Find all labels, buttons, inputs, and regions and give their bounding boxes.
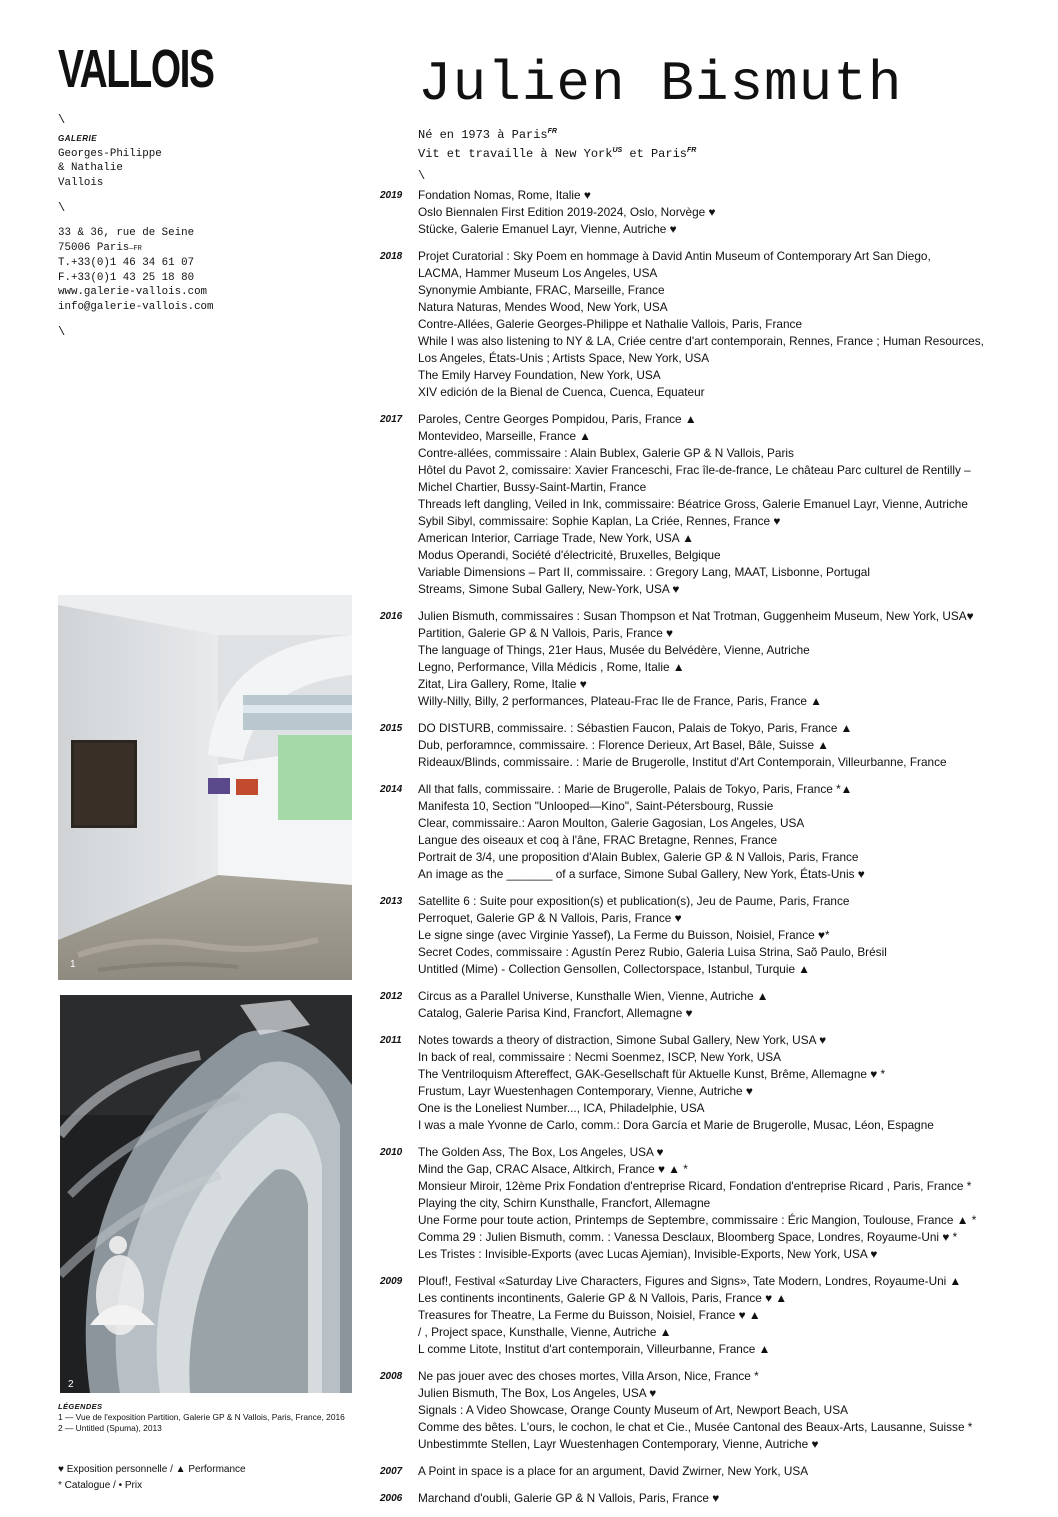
year-block (380, 411, 1050, 598)
year-label: 2016 (380, 611, 403, 622)
entry-list (418, 187, 716, 238)
year-label: 2013 (380, 896, 403, 907)
artwork-photo (60, 995, 352, 1393)
birth-line (418, 124, 696, 143)
exhibition-entry: Legno, Performance, Villa Médicis , Rome, Italie ▲ (418, 660, 685, 674)
entry-list (418, 1144, 976, 1263)
exhibition-entry: Natura Naturas, Mendes Wood, New York, USA (418, 300, 668, 314)
exhibition-entry: Threads left dangling, Veiled in Ink, commissaire: Béatrice Gross, Galerie Emanuel Layr, Vienne, Autriche (418, 497, 968, 511)
entry-list (418, 411, 971, 598)
residence-text: Vit et travaille à New York (418, 147, 613, 161)
exhibition-entry: The Emily Harvey Foundation, New York, USA (418, 368, 661, 382)
exhibition-entry: Frustum, Layr Wuestenhagen Contemporary, Vienne, Autriche ♥ (418, 1084, 753, 1098)
entry-list (418, 608, 974, 710)
owner-line: Georges-Philippe (58, 147, 162, 160)
exhibition-entry: Streams, Simone Subal Gallery, New-York, USA ♥ (418, 582, 680, 596)
exhibition-entry: LACMA, Hammer Museum Los Angeles, USA (418, 266, 658, 280)
year-block (380, 1144, 1050, 1263)
exhibition-entry: Ne pas jouer avec des choses mortes, Villa Arson, Nice, France * (418, 1369, 759, 1383)
exhibition-entry: L comme Litote, Institut d'art contemporain, Villeurbanne, France ▲ (418, 1342, 771, 1356)
exhibition-entry: Secret Codes, commissaire : Agustín Perez Rubio, Galeria Luisa Strina, Saõ Paulo, Brésil (418, 945, 887, 959)
entry-list (418, 1273, 961, 1358)
exhibition-entry: Manifesta 10, Section "Unlooped—Kino", Saint-Pétersbourg, Russie (418, 799, 774, 813)
exhibition-entry: Willy-Nilly, Billy, 2 performances, Plateau-Frac Ile de France, Paris, France ▲ (418, 694, 822, 708)
year-label: 2007 (380, 1466, 403, 1477)
exhibition-entry: Synonymie Ambiante, FRAC, Marseille, France (418, 283, 665, 297)
exhibition-entry: An image as the _______ of a surface, Simone Subal Gallery, New York, États-Unis ♥ (418, 867, 865, 881)
exhibition-view-photo (58, 595, 352, 980)
year-label: 2006 (380, 1493, 403, 1504)
divider-slash: \ (418, 169, 426, 183)
year-block (380, 781, 1050, 883)
exhibition-entry: Dub, perforamnce, commissaire. : Florence Derieux, Art Basel, Bâle, Suisse ▲ (418, 738, 829, 752)
exhibition-entry: Los Angeles, États-Unis ; Artists Space, New York, USA (418, 351, 710, 365)
artist-bio (418, 124, 696, 184)
exhibition-entry: The language of Things, 21er Haus, Musée du Belvédère, Vienne, Autriche (418, 643, 810, 657)
country-sup: FR (686, 147, 697, 154)
figure-number: 2 (68, 1379, 74, 1390)
entry-list (418, 1032, 934, 1134)
exhibition-entry: Zitat, Lira Gallery, Rome, Italie ♥ (418, 677, 587, 691)
year-block (380, 720, 1050, 771)
exhibition-entry: Modus Operandi, Société d'électricité, Bruxelles, Belgique (418, 548, 721, 562)
year-label: 2008 (380, 1371, 403, 1382)
exhibition-entry: Fondation Nomas, Rome, Italie ♥ (418, 188, 591, 202)
exhibition-entry: Une Forme pour toute action, Printemps de Septembre, commissaire : Éric Mangion, Toulouse, France ▲ * (418, 1213, 977, 1227)
gallery-info (58, 112, 288, 340)
country-sup: FR (547, 128, 557, 135)
entry-list (418, 781, 865, 883)
entry-list (418, 893, 887, 978)
year-block (380, 1368, 1050, 1453)
exhibition-entry: Comma 29 : Julien Bismuth, comm. : Vanessa Desclaux, Bloomberg Space, Londres, Royaume-Uni ♥ * (418, 1230, 958, 1244)
exhibition-entry: All that falls, commissaire. : Marie de Brugerolle, Palais de Tokyo, Paris, France *▲ (418, 782, 853, 796)
exhibition-entry: Mind the Gap, CRAC Alsace, Altkirch, France ♥ ▲ * (418, 1162, 688, 1176)
exhibition-entry: Circus as a Parallel Universe, Kunsthalle Wien, Vienne, Autriche ▲ (418, 989, 769, 1003)
exhibition-entry: Oslo Biennalen First Edition 2019-2024, Oslo, Norvège ♥ (418, 205, 716, 219)
exhibition-entry: Michel Chartier, Bussy-Saint-Martin, France (418, 480, 647, 494)
exhibition-entry: Projet Curatorial : Sky Poem en hommage à David Antin Museum of Contemporary Art San Diego, (418, 249, 931, 263)
exhibition-entry: Contre-Allées, Galerie Georges-Philippe et Nathalie Vallois, Paris, France (418, 317, 803, 331)
year-block (380, 248, 1050, 401)
exhibition-entry: Signals : A Video Showcase, Orange County Museum of Art, Newport Beach, USA (418, 1403, 848, 1417)
exhibition-entry: Paroles, Centre Georges Pompidou, Paris, France ▲ (418, 412, 697, 426)
gallery-owners (58, 147, 288, 191)
fax: F.+33(0)1 43 25 18 80 (58, 271, 195, 284)
exhibition-entry: Julien Bismuth, commissaires : Susan Thompson et Nat Trotman, Guggenheim Museum, New York, USA♥ (418, 609, 974, 623)
year-block (380, 608, 1050, 710)
exhibition-entry: Marchand d'oubli, Galerie GP & N Vallois, Paris, France ♥ (418, 1491, 720, 1505)
caption-2: 2 — Untitled (Spuma), 2013 (58, 1423, 162, 1433)
country-suffix: —FR (129, 244, 142, 253)
email-link[interactable]: info@galerie-vallois.com (58, 300, 214, 313)
divider-slash: \ (58, 113, 66, 127)
exhibition-entry: / , Project space, Kunsthalle, Vienne, Autriche ▲ (418, 1325, 672, 1339)
exhibition-entry: A Point in space is a place for an argument, David Zwirner, New York, USA (418, 1464, 809, 1478)
exhibition-entry: Plouf!, Festival «Saturday Live Characters, Figures and Signs», Tate Modern, Londres, Royaume-Uni ▲ (418, 1274, 962, 1288)
year-block (380, 1032, 1050, 1134)
residence-line (418, 143, 696, 162)
exhibition-entry: Montevideo, Marseille, France ▲ (418, 429, 591, 443)
year-label: 2018 (380, 251, 403, 262)
exhibition-entry: Catalog, Galerie Parisa Kind, Francfort, Allemagne ♥ (418, 1006, 693, 1020)
exhibition-entry: Untitled (Mime) - Collection Gensollen, Collectorspace, Istanbul, Turquie ▲ (418, 962, 810, 976)
gallery-address (58, 226, 288, 314)
exhibition-entry: Notes towards a theory of distraction, Simone Subal Gallery, New York, USA ♥ (418, 1033, 827, 1047)
divider-slash: \ (58, 325, 66, 339)
captions-title: LÉGENDES (58, 1402, 103, 1411)
owner-line: & Nathalie (58, 162, 123, 174)
year-label: 2010 (380, 1147, 403, 1158)
exhibition-entry: Hôtel du Pavot 2, comissaire: Xavier Franceschi, Frac île-de-france, Le château Parc culturel de Rentilly – (418, 463, 971, 477)
birth-text: Né en 1973 à Paris (418, 128, 548, 142)
year-label: 2014 (380, 784, 403, 795)
year-label: 2011 (380, 1035, 402, 1046)
exhibition-entry: Les Tristes : Invisible-Exports (avec Lucas Ajemian), Invisible-Exports, New York, USA ♥ (418, 1247, 878, 1261)
entry-list (418, 1490, 719, 1507)
gallery-logo: VALLOIS (58, 39, 214, 99)
year-block (380, 988, 1050, 1022)
entry-list (418, 1368, 972, 1453)
website-link[interactable]: www.galerie-vallois.com (58, 286, 208, 298)
exhibition-entry: One is the Loneliest Number..., ICA, Philadelphie, USA (418, 1101, 705, 1115)
exhibition-entry: Stücke, Galerie Emanuel Layr, Vienne, Autriche ♥ (418, 222, 677, 236)
exhibition-entry: Treasures for Theatre, La Ferme du Buisson, Noisiel, France ♥ ▲ (418, 1308, 761, 1322)
exhibition-entry: Langue des oiseaux et coq à l'âne, FRAC Bretagne, Rennes, France (418, 833, 777, 847)
gallery-label: GALERIE (58, 134, 98, 143)
entry-list (418, 248, 984, 401)
year-block (380, 187, 1050, 238)
year-label: 2019 (380, 190, 403, 201)
exhibition-entry: Rideaux/Blinds, commissaire. : Marie de Brugerolle, Institut d'Art Contemporain, Villeurbanne, France (418, 755, 947, 769)
address-line (58, 241, 288, 257)
exhibition-entry: Julien Bismuth, The Box, Los Angeles, USA ♥ (418, 1386, 657, 1400)
year-block (380, 1490, 1050, 1507)
captions (58, 1401, 358, 1434)
exhibition-entry: Perroquet, Galerie GP & N Vallois, Paris, France ♥ (418, 911, 682, 925)
exhibition-list (380, 187, 1050, 1517)
exhibition-entry: While I was also listening to NY & LA, Criée centre d'art contemporain, Rennes, France ; Human Resources, (418, 334, 984, 348)
owner-line: Vallois (58, 176, 104, 189)
year-block (380, 893, 1050, 978)
exhibition-entry: Comme des bêtes. L'ours, le cochon, le chat et Cie., Musée Cantonal des Beaux-Arts, Lausanne, Suisse * (418, 1420, 973, 1434)
exhibition-entry: Les continents incontinents, Galerie GP & N Vallois, Paris, France ♥ ▲ (418, 1291, 788, 1305)
address-line: 33 & 36, rue de Seine (58, 227, 195, 239)
year-label: 2009 (380, 1276, 403, 1287)
city: 75006 Paris (58, 241, 130, 254)
figure-number: 1 (70, 959, 76, 970)
year-label: 2012 (380, 991, 403, 1002)
entry-list (418, 988, 768, 1022)
phone: T.+33(0)1 46 34 61 07 (58, 257, 195, 269)
artist-name: Julien Bismuth (418, 52, 903, 116)
exhibition-entry: XIV edición de la Bienal de Cuenca, Cuenca, Equateur (418, 385, 705, 399)
exhibition-entry: Partition, Galerie GP & N Vallois, Paris, France ♥ (418, 626, 674, 640)
legend-line: ♥ Exposition personnelle / ▲ Performance (58, 1464, 246, 1475)
divider-slash: \ (58, 201, 66, 215)
exhibition-entry: Sybil Sibyl, commissaire: Sophie Kaplan, La Criée, Rennes, France ♥ (418, 514, 781, 528)
exhibition-entry: In back of real, commissaire : Necmi Soenmez, ISCP, New York, USA (418, 1050, 782, 1064)
year-block (380, 1463, 1050, 1480)
exhibition-entry: The Ventriloquism Aftereffect, GAK-Gesellschaft für Aktuelle Kunst, Brême, Allemagne ♥ * (418, 1067, 886, 1081)
year-label: 2015 (380, 723, 403, 734)
exhibition-entry: Playing the city, Schirn Kunsthalle, Francfort, Allemagne (418, 1196, 711, 1210)
exhibition-entry: I was a male Yvonne de Carlo, comm.: Dora García et Marie de Brugerolle, Musac, Léon, Espagne (418, 1118, 934, 1132)
exhibition-entry: Unbestimmte Stellen, Layr Wuestenhagen Contemporary, Vienne, Autriche ♥ (418, 1437, 819, 1451)
exhibition-entry: DO DISTURB, commissaire. : Sébastien Faucon, Palais de Tokyo, Paris, France ▲ (418, 721, 853, 735)
caption-1: 1 — Vue de l'exposition Partition, Galerie GP & N Vallois, Paris, France, 2016 (58, 1412, 345, 1422)
legend-line: * Catalogue / • Prix (58, 1480, 143, 1491)
exhibition-entry: Le signe singe (avec Virginie Yassef), La Ferme du Buisson, Noisiel, France ♥* (418, 928, 830, 942)
exhibition-entry: Portrait de 3/4, une proposition d'Alain Bublex, Galerie GP & N Vallois, Paris, France (418, 850, 859, 864)
country-sup: US (612, 147, 623, 154)
exhibition-entry: Contre-allées, commissaire : Alain Bublex, Galerie GP & N Vallois, Paris (418, 446, 794, 460)
exhibition-entry: Variable Dimensions – Part II, commissaire. : Gregory Lang, MAAT, Lisbonne, Portugal (418, 565, 870, 579)
year-block (380, 1273, 1050, 1358)
symbol-legend (58, 1462, 358, 1494)
entry-list (418, 1463, 808, 1480)
exhibition-entry: The Golden Ass, The Box, Los Angeles, USA ♥ (418, 1145, 664, 1159)
entry-list (418, 720, 947, 771)
exhibition-entry: Monsieur Miroir, 12ème Prix Fondation d'entreprise Ricard, Fondation d'entreprise Ricard , Paris, France * (418, 1179, 972, 1193)
residence-text: et Paris (622, 147, 687, 161)
year-label: 2017 (380, 414, 403, 425)
exhibition-entry: Satellite 6 : Suite pour exposition(s) et publication(s), Jeu de Paume, Paris, France (418, 894, 850, 908)
exhibition-entry: Clear, commissaire.: Aaron Moulton, Galerie Gagosian, Los Angeles, USA (418, 816, 805, 830)
exhibition-entry: American Interior, Carriage Trade, New York, USA ▲ (418, 531, 694, 545)
